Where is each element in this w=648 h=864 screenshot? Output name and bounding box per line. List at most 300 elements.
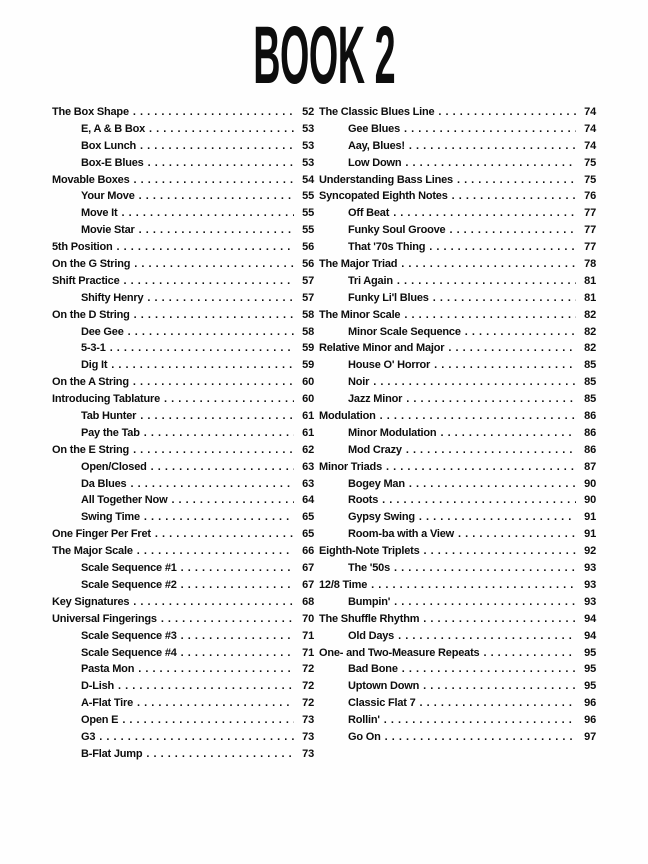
- dot-leader: [133, 172, 294, 189]
- toc-entry-label: That '70s Thing: [348, 241, 426, 254]
- toc-entry-page: 59: [302, 359, 314, 372]
- toc-entry: [52, 391, 314, 408]
- toc-entry-page: 71: [302, 629, 314, 642]
- toc-entry: [52, 374, 314, 391]
- toc-entry-page: 75: [584, 156, 596, 169]
- toc-entry-page: 52: [302, 106, 314, 118]
- dot-leader: [139, 222, 294, 239]
- toc-entry: [319, 324, 596, 341]
- dot-leader: [151, 459, 294, 476]
- toc-entry-page: 94: [584, 612, 596, 625]
- toc-entry-page: 61: [302, 426, 314, 439]
- dot-leader: [398, 628, 576, 645]
- toc-entry-label: Go On: [348, 730, 381, 743]
- toc-entry-page: 77: [584, 224, 596, 237]
- toc-entry: [52, 628, 314, 645]
- dot-leader: [171, 492, 294, 509]
- toc-entry-page: 74: [584, 122, 596, 135]
- toc-entry-label: 5th Position: [52, 241, 113, 254]
- toc-entry: [52, 678, 314, 695]
- dot-leader: [161, 611, 294, 628]
- toc-entry-page: 96: [584, 697, 596, 710]
- toc-entry: [52, 290, 314, 307]
- toc-entry: [319, 104, 596, 121]
- toc-entry-page: 67: [302, 562, 314, 575]
- toc-entry-page: 96: [584, 714, 596, 727]
- toc-entry: [52, 138, 314, 155]
- toc-entry-page: 77: [584, 241, 596, 254]
- dot-leader: [164, 391, 294, 408]
- toc-entry-page: 61: [302, 410, 314, 423]
- dot-leader: [133, 374, 294, 391]
- toc-entry-label: Relative Minor and Major: [319, 342, 445, 355]
- dot-leader: [404, 121, 576, 138]
- dot-leader: [406, 391, 576, 408]
- toc-entry-label: All Together Now: [81, 494, 168, 507]
- toc-entry-page: 63: [302, 460, 314, 473]
- dot-leader: [394, 594, 576, 611]
- toc-entry: [52, 155, 314, 172]
- toc-entry: [319, 408, 596, 425]
- dot-leader: [133, 594, 294, 611]
- toc-entry-label: Open E: [81, 714, 119, 727]
- dot-leader: [140, 408, 294, 425]
- toc-entry: [319, 611, 596, 628]
- toc-entry-page: 72: [302, 680, 314, 693]
- toc-entry-page: 72: [302, 663, 314, 676]
- toc-entry-page: 94: [584, 629, 596, 642]
- toc-entry-page: 67: [302, 578, 314, 591]
- toc-entry-label: Aay, Blues!: [348, 139, 405, 152]
- toc-entry-label: Mod Crazy: [348, 443, 402, 456]
- toc-entry-label: 12/8 Time: [319, 578, 368, 591]
- toc-entry-page: 93: [584, 595, 596, 608]
- toc-entry: [319, 492, 596, 509]
- toc-entry-page: 82: [584, 325, 596, 338]
- toc-entry: [52, 425, 314, 442]
- toc-entry-label: Open/Closed: [81, 460, 147, 473]
- toc-entry-label: Box-E Blues: [81, 156, 144, 169]
- toc-columns: [52, 104, 596, 763]
- dot-leader: [181, 560, 294, 577]
- toc-entry: [319, 155, 596, 172]
- dot-leader: [138, 661, 294, 678]
- toc-entry: [319, 577, 596, 594]
- toc-entry-label: Gee Blues: [348, 122, 401, 135]
- toc-entry: [319, 357, 596, 374]
- dot-leader: [146, 746, 294, 763]
- toc-entry: [52, 611, 314, 628]
- dot-leader: [380, 408, 576, 425]
- toc-entry-label: The Major Scale: [52, 545, 133, 558]
- toc-entry-page: 57: [302, 274, 314, 287]
- toc-entry-page: 68: [302, 595, 314, 608]
- dot-leader: [409, 476, 576, 493]
- toc-entry-page: 58: [302, 325, 314, 338]
- toc-entry: [319, 729, 596, 746]
- toc-entry-label: Dee Gee: [81, 325, 124, 338]
- toc-entry: [52, 256, 314, 273]
- dot-leader: [448, 340, 576, 357]
- toc-entry-label: Your Move: [81, 190, 135, 203]
- toc-entry-label: Classic Flat 7: [348, 697, 416, 710]
- toc-entry-label: B-Flat Jump: [81, 747, 143, 760]
- dot-leader: [111, 357, 294, 374]
- toc-entry-label: Gypsy Swing: [348, 511, 415, 524]
- toc-entry: [319, 205, 596, 222]
- dot-leader: [452, 188, 576, 205]
- toc-entry-page: 59: [302, 342, 314, 355]
- toc-entry-label: Movie Star: [81, 224, 135, 237]
- toc-entry-label: Rollin': [348, 714, 380, 727]
- toc-entry-label: Scale Sequence #1: [81, 562, 177, 575]
- toc-entry-page: 91: [584, 528, 596, 541]
- dot-leader: [124, 273, 294, 290]
- dot-leader: [401, 256, 576, 273]
- dot-leader: [397, 273, 576, 290]
- toc-entry-label: On the A String: [52, 376, 129, 389]
- toc-entry-label: G3: [81, 730, 96, 743]
- toc-entry-label: Scale Sequence #3: [81, 629, 177, 642]
- toc-entry-page: 95: [584, 680, 596, 693]
- dot-leader: [457, 172, 576, 189]
- toc-entry: [52, 408, 314, 425]
- toc-entry: [52, 222, 314, 239]
- toc-entry: [319, 712, 596, 729]
- toc-entry-label: Pasta Mon: [81, 663, 135, 676]
- dot-leader: [148, 155, 294, 172]
- dot-leader: [117, 239, 294, 256]
- toc-left-column: [52, 104, 314, 763]
- toc-entry-label: Minor Modulation: [348, 426, 437, 439]
- toc-entry-label: Syncopated Eighth Notes: [319, 190, 448, 203]
- toc-entry-label: On the E String: [52, 443, 130, 456]
- toc-entry: [52, 746, 314, 763]
- toc-entry-label: Box Lunch: [81, 139, 137, 152]
- toc-entry: [319, 138, 596, 155]
- toc-entry: [52, 273, 314, 290]
- toc-entry-label: On the G String: [52, 258, 131, 271]
- toc-entry-label: Swing Time: [81, 511, 140, 524]
- toc-entry-label: Jazz Minor: [348, 393, 403, 406]
- dot-leader: [122, 712, 294, 729]
- toc-entry: [52, 729, 314, 746]
- toc-entry: [52, 239, 314, 256]
- toc-entry-label: E, A & B Box: [81, 122, 146, 135]
- toc-entry-label: Dig It: [81, 359, 108, 372]
- toc-entry: [319, 695, 596, 712]
- toc-entry-label: Off Beat: [348, 207, 390, 220]
- toc-entry-page: 66: [302, 545, 314, 558]
- toc-entry-label: Shift Practice: [52, 274, 120, 287]
- dot-leader: [373, 374, 576, 391]
- dot-leader: [384, 712, 576, 729]
- dot-leader: [133, 104, 294, 121]
- toc-entry-label: D-Lish: [81, 680, 115, 693]
- toc-entry-label: Noir: [348, 376, 370, 389]
- toc-entry-label: One Finger Per Fret: [52, 528, 151, 541]
- dot-leader: [429, 239, 576, 256]
- toc-entry-page: 64: [302, 494, 314, 507]
- toc-entry: [319, 645, 596, 662]
- toc-entry-page: 76: [584, 190, 596, 203]
- toc-entry: [319, 526, 596, 543]
- page-title-text: BOOK 2: [253, 10, 395, 101]
- toc-entry-page: 58: [302, 308, 314, 321]
- toc-entry-label: Universal Fingerings: [52, 612, 157, 625]
- toc-entry-page: 75: [584, 173, 596, 186]
- dot-leader: [405, 155, 576, 172]
- toc-entry: [319, 307, 596, 324]
- toc-entry-label: Old Days: [348, 629, 395, 642]
- toc-entry: [52, 661, 314, 678]
- dot-leader: [440, 425, 576, 442]
- toc-entry: [319, 459, 596, 476]
- toc-entry-page: 55: [302, 207, 314, 220]
- dot-leader: [433, 290, 576, 307]
- dot-leader: [118, 678, 294, 695]
- dot-leader: [133, 442, 294, 459]
- toc-entry-page: 56: [302, 258, 314, 271]
- toc-entry: [52, 695, 314, 712]
- toc-entry-label: The Minor Scale: [319, 308, 401, 321]
- toc-entry: [52, 543, 314, 560]
- toc-entry-page: 78: [584, 258, 596, 271]
- toc-entry-page: 86: [584, 410, 596, 423]
- toc-entry-page: 60: [302, 376, 314, 389]
- page-title: [0, 10, 648, 101]
- toc-entry-page: 74: [584, 139, 596, 152]
- dot-leader: [394, 560, 576, 577]
- toc-entry: [52, 172, 314, 189]
- toc-entry-label: One- and Two-Measure Repeats: [319, 646, 480, 659]
- toc-entry-label: Minor Scale Sequence: [348, 325, 461, 338]
- dot-leader: [181, 628, 294, 645]
- dot-leader: [406, 442, 576, 459]
- dot-leader: [155, 526, 294, 543]
- toc-entry-label: Uptown Down: [348, 680, 420, 693]
- toc-entry-page: 85: [584, 393, 596, 406]
- toc-entry-label: Scale Sequence #4: [81, 646, 177, 659]
- toc-entry-page: 54: [302, 173, 314, 186]
- toc-entry-page: 95: [584, 646, 596, 659]
- toc-entry-page: 56: [302, 241, 314, 254]
- dot-leader: [149, 121, 294, 138]
- toc-entry: [52, 476, 314, 493]
- toc-entry-page: 73: [302, 714, 314, 727]
- toc-entry-page: 72: [302, 697, 314, 710]
- dot-leader: [404, 307, 576, 324]
- toc-entry-page: 81: [584, 274, 596, 287]
- toc-entry-page: 90: [584, 494, 596, 507]
- toc-entry-label: Scale Sequence #2: [81, 578, 177, 591]
- toc-entry: [52, 121, 314, 138]
- toc-entry: [319, 678, 596, 695]
- toc-entry-page: 53: [302, 122, 314, 135]
- toc-entry-page: 55: [302, 224, 314, 237]
- toc-entry: [319, 273, 596, 290]
- toc-entry-label: Modulation: [319, 410, 376, 423]
- toc-entry-label: The Box Shape: [52, 106, 129, 118]
- toc-entry-page: 92: [584, 545, 596, 558]
- dot-leader: [147, 290, 294, 307]
- toc-entry: [52, 509, 314, 526]
- dot-leader: [465, 324, 576, 341]
- toc-entry: [319, 594, 596, 611]
- dot-leader: [134, 256, 294, 273]
- toc-entry-label: Eighth-Note Triplets: [319, 545, 420, 558]
- toc-entry-page: 55: [302, 190, 314, 203]
- dot-leader: [449, 222, 576, 239]
- toc-entry: [319, 374, 596, 391]
- toc-entry: [52, 340, 314, 357]
- toc-entry-page: 65: [302, 528, 314, 541]
- toc-entry: [52, 307, 314, 324]
- toc-entry-label: On the D String: [52, 308, 130, 321]
- dot-leader: [386, 459, 576, 476]
- toc-entry-label: Funky Li'l Blues: [348, 291, 429, 304]
- dot-leader: [438, 104, 576, 121]
- toc-entry: [319, 628, 596, 645]
- dot-leader: [385, 729, 576, 746]
- dot-leader: [99, 729, 294, 746]
- toc-entry: [52, 526, 314, 543]
- toc-entry: [319, 340, 596, 357]
- dot-leader: [140, 138, 294, 155]
- toc-entry-label: Funky Soul Groove: [348, 224, 446, 237]
- toc-entry-label: Bogey Man: [348, 477, 405, 490]
- toc-entry-page: 97: [584, 730, 596, 743]
- toc-entry: [319, 442, 596, 459]
- toc-entry: [52, 577, 314, 594]
- toc-entry-page: 95: [584, 663, 596, 676]
- toc-entry-page: 77: [584, 207, 596, 220]
- toc-entry-label: Move It: [81, 207, 118, 220]
- toc-entry: [52, 459, 314, 476]
- toc-entry-label: Key Signatures: [52, 595, 130, 608]
- dot-leader: [382, 492, 576, 509]
- dot-leader: [128, 324, 294, 341]
- toc-entry-page: 71: [302, 646, 314, 659]
- toc-entry-page: 86: [584, 426, 596, 439]
- toc-entry-page: 82: [584, 342, 596, 355]
- toc-entry: [319, 560, 596, 577]
- dot-leader: [419, 509, 576, 526]
- toc-entry: [319, 391, 596, 408]
- toc-entry-page: 93: [584, 562, 596, 575]
- dot-leader: [130, 476, 294, 493]
- toc-entry-page: 60: [302, 393, 314, 406]
- toc-entry-page: 93: [584, 578, 596, 591]
- toc-entry-page: 70: [302, 612, 314, 625]
- dot-leader: [458, 526, 576, 543]
- toc-entry-page: 53: [302, 156, 314, 169]
- toc-entry-label: Introducing Tablature: [52, 393, 161, 406]
- toc-entry: [319, 425, 596, 442]
- toc-entry-label: Bumpin': [348, 595, 391, 608]
- toc-entry: [319, 509, 596, 526]
- toc-entry-page: 63: [302, 477, 314, 490]
- dot-leader: [134, 307, 294, 324]
- dot-leader: [144, 425, 294, 442]
- toc-entry-page: 82: [584, 308, 596, 321]
- dot-leader: [110, 340, 294, 357]
- dot-leader: [402, 661, 576, 678]
- toc-entry: [319, 290, 596, 307]
- toc-entry: [319, 121, 596, 138]
- toc-entry-label: Understanding Bass Lines: [319, 173, 453, 186]
- toc-entry: [319, 222, 596, 239]
- dot-leader: [424, 543, 576, 560]
- toc-entry: [52, 560, 314, 577]
- toc-entry-page: 90: [584, 477, 596, 490]
- toc-entry-label: The Classic Blues Line: [319, 106, 435, 118]
- toc-entry-label: Minor Triads: [319, 460, 382, 473]
- dot-leader: [122, 205, 295, 222]
- toc-entry: [319, 172, 596, 189]
- dot-leader: [434, 357, 576, 374]
- dot-leader: [371, 577, 576, 594]
- toc-entry-label: Bad Bone: [348, 663, 398, 676]
- dot-leader: [423, 678, 576, 695]
- dot-leader: [137, 695, 294, 712]
- toc-entry: [52, 205, 314, 222]
- toc-entry: [319, 543, 596, 560]
- toc-entry: [52, 188, 314, 205]
- toc-entry-page: 73: [302, 730, 314, 743]
- toc-entry-label: The '50s: [348, 562, 390, 575]
- toc-entry-page: 85: [584, 376, 596, 389]
- toc-entry: [52, 442, 314, 459]
- dot-leader: [409, 138, 576, 155]
- dot-leader: [483, 645, 576, 662]
- toc-entry-page: 85: [584, 359, 596, 372]
- toc-entry-label: Room-ba with a View: [348, 528, 455, 541]
- dot-leader: [420, 695, 576, 712]
- toc-entry: [52, 104, 314, 121]
- toc-entry: [319, 476, 596, 493]
- toc-entry-page: 65: [302, 511, 314, 524]
- toc-entry-label: Da Blues: [81, 477, 127, 490]
- toc-entry-page: 73: [302, 747, 314, 760]
- toc-entry-label: Movable Boxes: [52, 173, 130, 186]
- toc-right-column: [319, 104, 596, 763]
- toc-entry-label: Tab Hunter: [81, 410, 137, 423]
- toc-entry: [52, 324, 314, 341]
- toc-entry: [319, 661, 596, 678]
- toc-entry-page: 81: [584, 291, 596, 304]
- toc-entry-label: Pay the Tab: [81, 426, 140, 439]
- toc-entry: [52, 594, 314, 611]
- toc-entry-page: 53: [302, 139, 314, 152]
- dot-leader: [144, 509, 294, 526]
- toc-entry: [319, 256, 596, 273]
- toc-entry-label: The Major Triad: [319, 258, 398, 271]
- toc-entry: [52, 712, 314, 729]
- toc-entry-page: 74: [584, 106, 596, 118]
- toc-entry-label: Tri Again: [348, 274, 393, 287]
- toc-entry-page: 86: [584, 443, 596, 456]
- toc-entry: [319, 239, 596, 256]
- toc-entry-label: A-Flat Tire: [81, 697, 133, 710]
- toc-entry-label: Low Down: [348, 156, 402, 169]
- dot-leader: [181, 645, 294, 662]
- toc-entry-label: The Shuffle Rhythm: [319, 612, 420, 625]
- toc-entry: [319, 188, 596, 205]
- dot-leader: [181, 577, 294, 594]
- dot-leader: [139, 188, 294, 205]
- dot-leader: [423, 611, 576, 628]
